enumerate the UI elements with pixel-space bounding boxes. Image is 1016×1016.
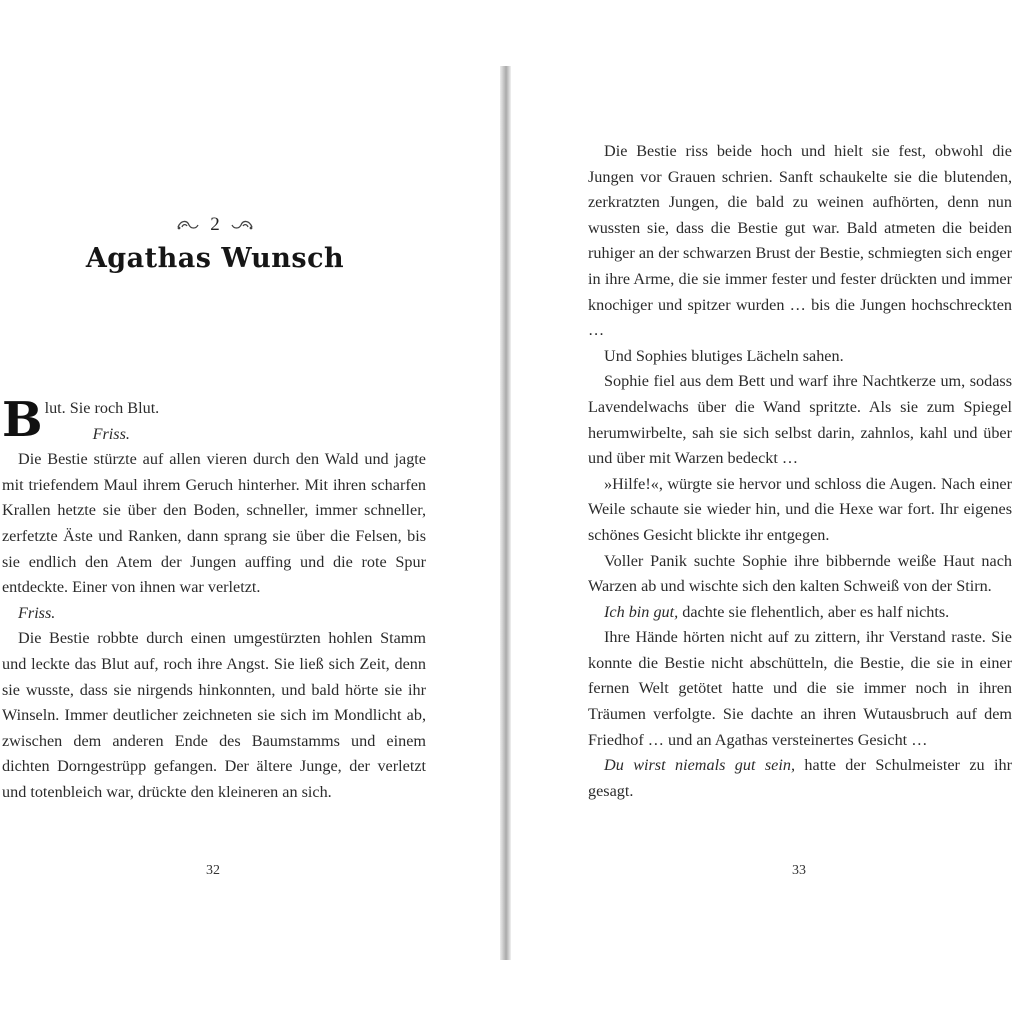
page-number-right: 33	[792, 863, 806, 878]
paragraph: Die Bestie stürzte auf allen vieren durch den Wald und jagte mit triefendem Maul ihrem Geruch hinterher. Mit ihren scharfen Krallen hetzte sie über den Boden, schneller, immer schneller, zerfetzte Äste und Ranken, dann sprang sie über die Felsen, bis sie endlich den Atem der Jungen auffing und die rote Spur entdeckte. Einer von ihnen war verletzt.	[2, 450, 426, 597]
italic-quote-paragraph	[588, 753, 1012, 804]
book-gutter	[500, 66, 511, 960]
first-line-text: lut. Sie roch Blut.	[44, 399, 160, 417]
left-page	[0, 0, 500, 1016]
chapter-number: 2	[210, 214, 220, 235]
italic-thought-paragraph	[588, 600, 1012, 626]
paragraph: Friss.	[92, 424, 130, 443]
chapter-title: Agathas Wunsch	[85, 243, 345, 274]
paragraph: Voller Panik suchte Sophie ihre bibbernde weiße Haut nach Warzen ab und wischte sich den kalten Schweiß von der Stirn.	[588, 551, 1012, 596]
thought-rest: dachte sie flehentlich, aber es half nichts.	[678, 602, 950, 621]
paragraph: Die Bestie riss beide hoch und hielt sie fest, obwohl die Jungen vor Grauen schrien. Sanft schaukelte sie die blutenden, zerkratzten Jungen, die bald zu weinen aufhörten, denn nun wussten sie, dass die Bestie gut war. Bald atmeten die beiden ruhiger an der schwarzen Brust der Bestie, schmiegten sich enger in ihre Arme, die sie immer fester und fester drückten und immer knochiger und spitzer wurden … bis die Jungen hochschreckten …	[588, 142, 1012, 340]
paragraph: Und Sophies blutiges Lächeln sahen.	[604, 346, 844, 365]
quote-rest: hatte der Schulmeister zu ihr gesagt.	[588, 756, 1013, 800]
paragraph: Friss.	[18, 603, 56, 622]
left-body-text	[2, 392, 426, 806]
drop-cap: B	[2, 392, 43, 448]
italic-thought: Ich bin gut,	[604, 602, 679, 621]
right-body-text	[588, 139, 1012, 804]
italic-quote: Du wirst niemals gut sein,	[604, 756, 796, 775]
paragraph: »Hilfe!«, würgte sie hervor und schloss die Augen. Nach einer Weile schaute sie wieder hin, und die Hexe war fort. Ihr eigenes schönes Gesicht blickte ihr entgegen.	[588, 474, 1012, 544]
paragraph: Die Bestie robbte durch einen umgestürzten hohlen Stamm und leckte das Blut auf, roch ihre Angst. Sie ließ sich Zeit, denn sie wusste, dass sie nirgends hinkonnten, und bald hörte sie ihr Winseln. Immer deutlicher zeichneten sie sich im Mondlicht ab, zwischen dem anderen Ende des Baumstamms und einem dichten Dorngestrüpp gefangen. Der ältere Junge, der verletzt und totenbleich war, drückte den kleineren an sich.	[2, 629, 426, 801]
right-flourish-icon	[228, 218, 254, 232]
page-number-left: 32	[206, 863, 220, 878]
chapter-number-row	[0, 212, 430, 238]
paragraph: Sophie fiel aus dem Bett und warf ihre Nachtkerze um, sodass Lavendelwachs über die Wand spritzte. Als sie zum Spiegel herumwirbelte, sah sie sich selbst darin, zahnlos, kahl und über und über mit Warzen bedeckt …	[588, 372, 1012, 468]
paragraph: Ihre Hände hörten nicht auf zu zittern, ihr Verstand raste. Sie konnte die Bestie nicht abschütteln, die Bestie, die sie in einer fernen Welt getötet hatte und die sie immer noch in ihren Träumen verfolgte. Sie dachte an ihren Wutausbruch auf dem Friedhof … und an Agathas versteinertes Gesicht …	[588, 628, 1012, 749]
left-flourish-icon	[176, 218, 202, 232]
chapter-heading	[0, 212, 430, 276]
